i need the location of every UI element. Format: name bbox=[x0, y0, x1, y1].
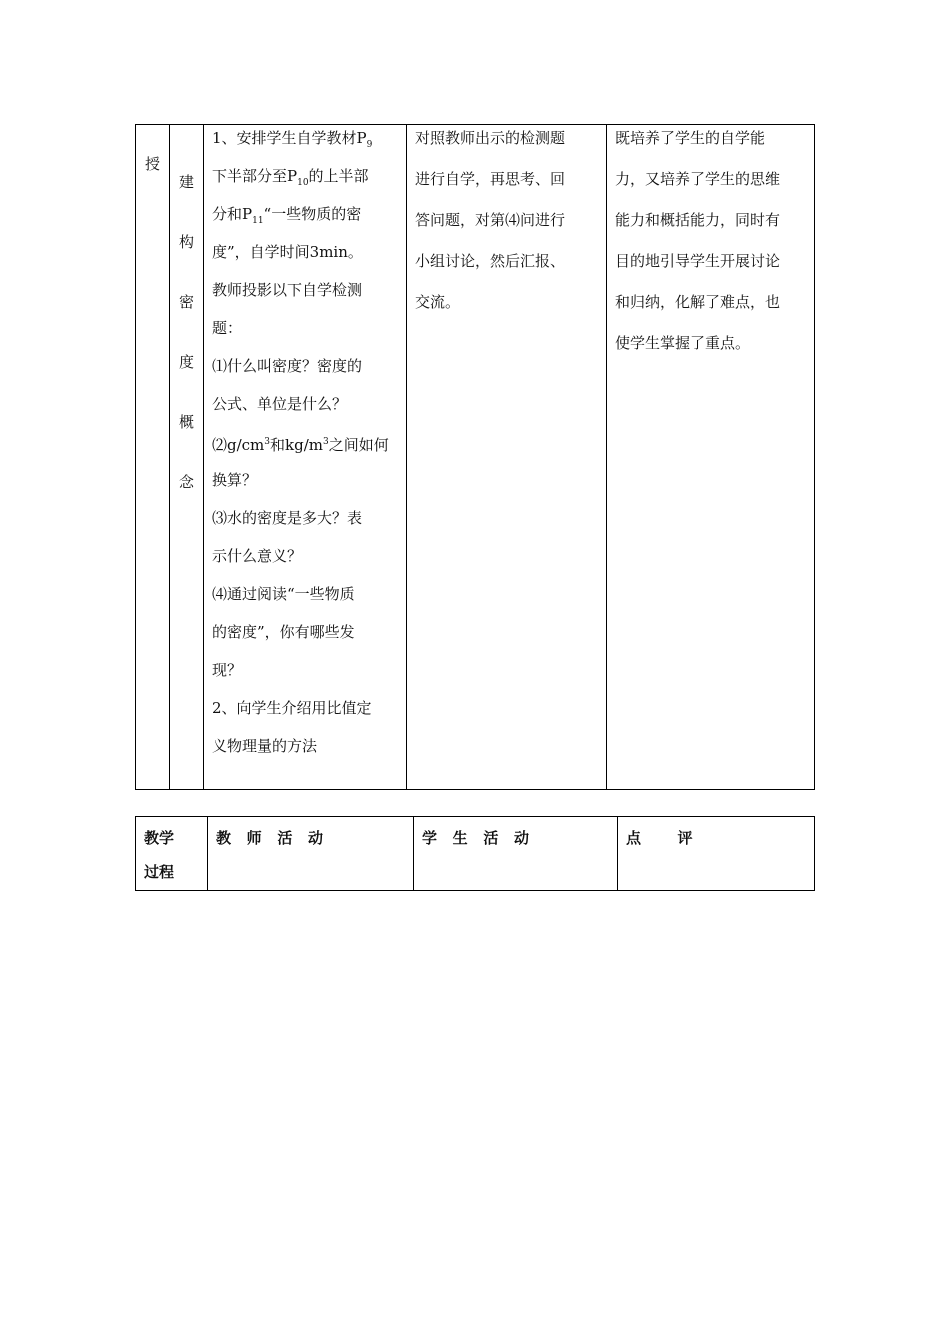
text-line: 换算？ bbox=[212, 471, 258, 489]
topic-char: 概 bbox=[178, 413, 194, 431]
text-line: 1、安排学生自学教材$P_9$ bbox=[212, 129, 373, 150]
text-line: 小组讨论，然后汇报、 bbox=[415, 252, 566, 270]
comment-header-cell bbox=[618, 817, 816, 890]
stage-column bbox=[136, 125, 170, 789]
text-line: ⑶水的密度是多大？表 bbox=[212, 509, 363, 527]
teacher-header-cell bbox=[208, 817, 414, 890]
text-line: 目的地引导学生开展讨论 bbox=[615, 252, 781, 270]
process-header-cell bbox=[136, 817, 208, 890]
student-header-cell bbox=[414, 817, 618, 890]
teacher-activity-cell bbox=[204, 125, 407, 789]
text-line: 示什么意义？ bbox=[212, 547, 303, 565]
stage-char: 授 bbox=[144, 155, 160, 173]
text-line: 既培养了学生的自学能 bbox=[615, 129, 766, 147]
header-table bbox=[135, 816, 815, 891]
comment-cell bbox=[607, 125, 816, 789]
topic-char: 度 bbox=[178, 353, 194, 371]
text-line: 和归纳，化解了难点，也 bbox=[615, 293, 781, 311]
text-line: 度”，自学时间3min。 bbox=[212, 243, 363, 261]
text-line: 教师投影以下自学检测 bbox=[212, 281, 363, 299]
text-line: 交流。 bbox=[415, 293, 461, 311]
text-line: 下半部分至$P_{10}$的上半部 bbox=[212, 167, 369, 188]
comment-header: 点 评 bbox=[626, 829, 693, 847]
student-activity-cell bbox=[407, 125, 607, 789]
text-line: 使学生掌握了重点。 bbox=[615, 334, 751, 352]
text-line: 进行自学，再思考、回 bbox=[415, 170, 566, 188]
comment-text bbox=[615, 118, 812, 364]
text-line: $⑵g/cm^3$和$kg/m^3$之间如何 bbox=[212, 436, 389, 454]
text-line: ⑴什么叫密度？密度的 bbox=[212, 357, 363, 375]
text-line: 公式、单位是什么？ bbox=[212, 395, 348, 413]
topic-char: 构 bbox=[178, 233, 194, 251]
topic-char: 密 bbox=[178, 293, 194, 311]
text-line: 能力和概括能力，同时有 bbox=[615, 211, 781, 229]
topic-column bbox=[170, 125, 204, 789]
text-line: 题： bbox=[212, 319, 243, 337]
text-line: 义物理量的方法 bbox=[212, 737, 318, 755]
topic-char: 念 bbox=[178, 473, 194, 491]
text-line: 2、向学生介绍用比值定 bbox=[212, 699, 372, 717]
teacher-activity-header: 教 师 活 动 bbox=[216, 829, 323, 847]
lesson-table bbox=[135, 124, 815, 790]
text-line: 答问题，对第⑷问进行 bbox=[415, 211, 566, 229]
student-activity-text bbox=[415, 118, 602, 323]
teacher-activity-text bbox=[212, 119, 402, 765]
text-line: 的密度”，你有哪些发 bbox=[212, 623, 355, 641]
process-header: 教学 过程 bbox=[144, 829, 175, 881]
text-line: 现？ bbox=[212, 661, 243, 679]
text-line: 对照教师出示的检测题 bbox=[415, 129, 566, 147]
topic-char: 建 bbox=[178, 173, 194, 191]
student-activity-header: 学 生 活 动 bbox=[422, 829, 529, 847]
text-line: 力，又培养了学生的思维 bbox=[615, 170, 781, 188]
text-line: ⑷通过阅读“一些物质 bbox=[212, 585, 355, 603]
text-line: 分和$P_{11}“$一些物质的密 bbox=[212, 205, 362, 226]
